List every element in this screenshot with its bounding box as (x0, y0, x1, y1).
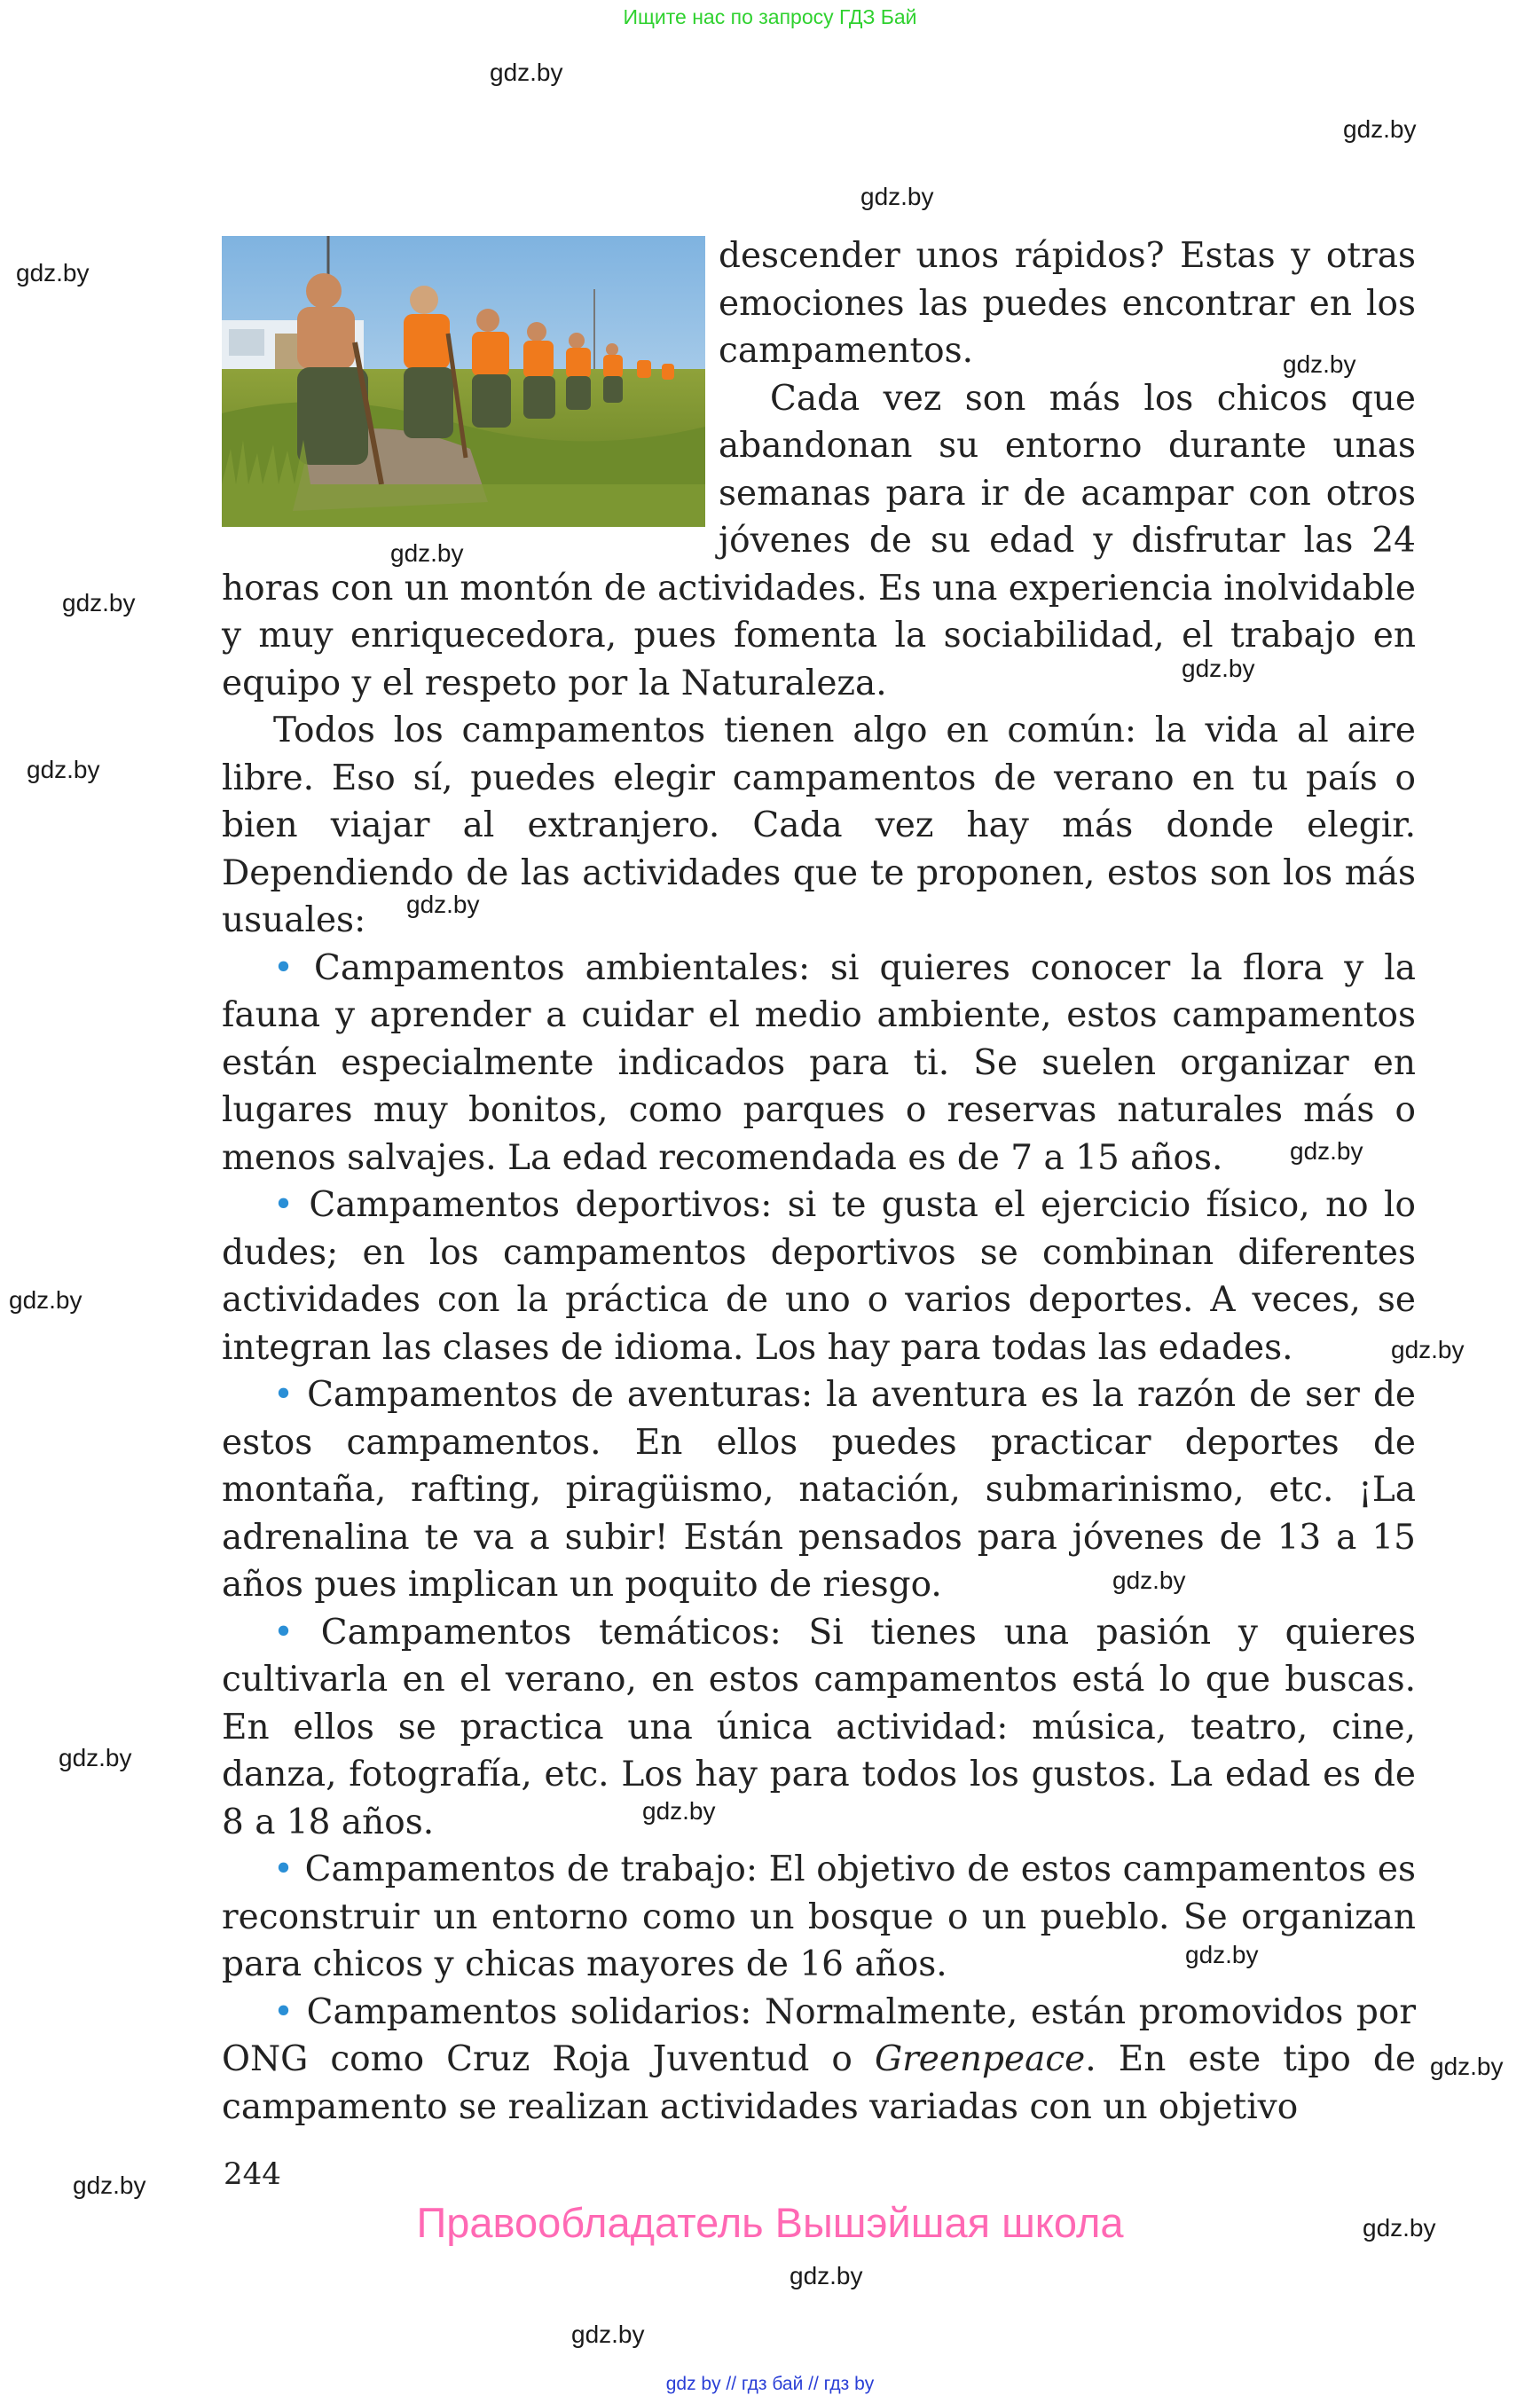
watermark: gdz.by (9, 1286, 82, 1314)
watermark: gdz.by (406, 891, 480, 918)
watermark: gdz.by (1112, 1567, 1186, 1594)
list-item (222, 1989, 1416, 2132)
watermark: gdz.by (490, 59, 563, 86)
list-item (222, 1846, 1416, 1989)
watermark: gdz.by (642, 1797, 716, 1825)
volunteers-photo (222, 236, 705, 527)
watermark: gdz.by (73, 2171, 146, 2199)
watermark: gdz.by (860, 183, 934, 210)
watermark: gdz.by (1185, 1941, 1259, 1968)
article-text (222, 232, 1416, 2131)
list-item-text: Campamentos ambientales: si quieres conocer la flora y la fauna y aprender a cuidar el medio ambiente, estos campamentos están especialmente indicados para ti. Se suelen organizar en lugares muy bonitos, como parques o reservas naturales más o menos salvajes. La edad recomendada es de 7 a 15 años. (222, 947, 1416, 1178)
watermark: gdz.by (16, 259, 90, 287)
watermark: gdz.by (1343, 115, 1417, 143)
watermark: gdz.by (1182, 655, 1255, 682)
paragraph: Todos los campamentos tienen algo en común: la vida al aire libre. Eso sí, puedes elegir campamentos de verano en tu país o bien viajar al extranjero. Cada vez hay más donde elegir. Dependiendo de las actividades que te proponen, estos son los más usuales: (222, 711, 1416, 940)
watermark: gdz.by (571, 2321, 645, 2348)
list-item-text: Campamentos solidarios: Normalmente, están promovidos por ONG como Cruz Roja Juventud o (222, 1991, 1416, 2079)
list-item (222, 1371, 1416, 1609)
paragraph: Cada vez son más los chicos que abandonan su entorno durante unas semanas para ir de acampar con otros jóvenes de su edad y disfrutar las 24 horas con un montón de actividades. Es una experiencia inolvidable y muy enriquecedora, pues fomenta la sociabilidad, el trabajo en equipo y el respeto por la Naturaleza. (222, 378, 1416, 703)
photo-container (222, 232, 719, 538)
bullet-icon: • (273, 1185, 295, 1225)
bullet-icon: • (273, 947, 295, 988)
list-item-text: Campamentos de aventuras: la aventura es la razón de ser de estos campamentos. En ellos puedes practicar deportes de montaña, rafting, piragüismo, natación, submarinismo, etc. ¡La adrenalina te va a subir! Están pensados para jóvenes de 13 a 15 años pues implican un poquito de riesgo. (222, 1375, 1416, 1605)
watermark: gdz.by (790, 2262, 863, 2289)
watermark: gdz.by (1290, 1137, 1363, 1165)
bullet-icon: • (273, 1849, 295, 1889)
watermark: gdz.by (59, 1744, 132, 1771)
list-item-text: Campamentos deportivos: si te gusta el ejercicio físico, no lo dudes; en los campamentos deportivos se combinan diferentes actividades con la práctica de uno o varios deportes. A veces, se integran las clases de idioma. Los hay para todas las edades. (222, 1185, 1417, 1368)
watermark: gdz.by (1283, 350, 1356, 378)
bullet-icon: • (273, 1612, 295, 1653)
bullet-icon: • (273, 1375, 295, 1415)
bottom-links[interactable]: gdz by // гдз бай // гдз by (665, 2374, 875, 2394)
top-banner[interactable]: Ищите нас по запросу ГДЗ Бай (623, 5, 917, 28)
paragraph-intro: descender unos rápidos? Estas y otras emociones las puedes encontrar en los campamentos. (719, 236, 1416, 371)
watermark: gdz.by (62, 589, 136, 616)
list-item-text: Campamentos de trabajo: El objetivo de estos campamentos es reconstruir un entorno como un bosque o un pueblo. Se organizan para chicos y chicas mayores de 16 años. (222, 1849, 1416, 1984)
watermark: gdz.by (1391, 1336, 1465, 1363)
list-item-text: . En este tipo de campamento se realizan actividades variadas con un objetivo (222, 2039, 1416, 2127)
list-item (222, 1182, 1416, 1371)
list-item-italic: Greenpeace (874, 2039, 1086, 2079)
watermark: gdz.by (1430, 2053, 1504, 2080)
list-item-text: Campamentos temáticos: Si tienes una pasión y quieres cultivarla en el verano, en estos campamentos está lo que buscas. En ellos se practica una única actividad: música, teatro, cine, danza, fotografía, etc. Los hay para todos los gustos. La edad es de 8 a 18 años. (222, 1612, 1416, 1842)
watermark: gdz.by (1363, 2214, 1436, 2242)
list-item (222, 945, 1416, 1182)
page-number: 244 (224, 2156, 281, 2192)
watermark: gdz.by (27, 756, 100, 783)
watermark: gdz.by (390, 539, 464, 567)
bullet-icon: • (273, 1991, 295, 2032)
rights-holder: Правообладатель Вышэйшая школа (416, 2199, 1124, 2246)
list-item (222, 1609, 1416, 1847)
